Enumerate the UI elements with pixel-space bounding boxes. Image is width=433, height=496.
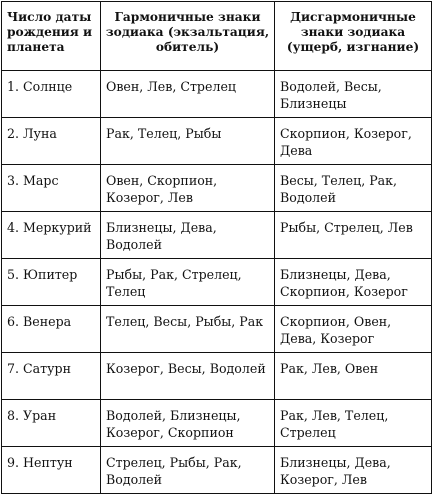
harmonious-cell: Близнецы, Дева, Водолей [101,212,275,259]
table-row [2,353,432,400]
planet-cell: 8. Уран [2,400,101,447]
disharmonious-cell: Водолей, Весы, Близнецы [275,71,432,118]
planet-cell: 9. Нептун [2,447,101,494]
disharmonious-cell: Скорпион, Овен, Дева, Козерог [275,306,432,353]
harmonious-cell: Овен, Лев, Стрелец [101,71,275,118]
harmonious-cell: Рак, Телец, Рыбы [101,118,275,165]
harmonious-cell: Телец, Весы, Рыбы, Рак [101,306,275,353]
planet-cell: 1. Солнце [2,71,101,118]
planet-cell: 7. Сатурн [2,353,101,400]
harmonious-cell: Овен, Скорпион, Козерог, Лев [101,165,275,212]
planet-cell: 5. Юпитер [2,259,101,306]
header-birth-number-planet: Число даты рождения и планета [2,2,101,71]
header-harmonious-signs: Гармоничные знаки зодиака (экзальтация, обитель) [101,2,275,71]
zodiac-planets-table [1,1,432,494]
table-row [2,259,432,306]
planet-cell: 6. Венера [2,306,101,353]
harmonious-cell: Стрелец, Рыбы, Рак, Водолей [101,447,275,494]
table-row [2,212,432,259]
disharmonious-cell: Близнецы, Дева, Козерог, Лев [275,447,432,494]
disharmonious-cell: Скорпион, Козерог, Дева [275,118,432,165]
table-row [2,306,432,353]
disharmonious-cell: Рак, Лев, Телец, Стрелец [275,400,432,447]
table-row [2,447,432,494]
harmonious-cell: Рыбы, Рак, Стрелец, Телец [101,259,275,306]
harmonious-cell: Водолей, Близнецы, Козерог, Скорпион [101,400,275,447]
disharmonious-cell: Близнецы, Дева, Скорпион, Козерог [275,259,432,306]
table-row [2,71,432,118]
disharmonious-cell: Весы, Телец, Рак, Водолей [275,165,432,212]
harmonious-cell: Козерог, Весы, Водолей [101,353,275,400]
table-row [2,400,432,447]
table-row [2,118,432,165]
planet-cell: 4. Меркурий [2,212,101,259]
table-header-row [2,2,432,71]
table-row [2,165,432,212]
planet-cell: 3. Марс [2,165,101,212]
planet-cell: 2. Луна [2,118,101,165]
disharmonious-cell: Рак, Лев, Овен [275,353,432,400]
header-disharmonious-signs: Дисгармоничные знаки зодиака (ущерб, изгнание) [275,2,432,71]
disharmonious-cell: Рыбы, Стрелец, Лев [275,212,432,259]
